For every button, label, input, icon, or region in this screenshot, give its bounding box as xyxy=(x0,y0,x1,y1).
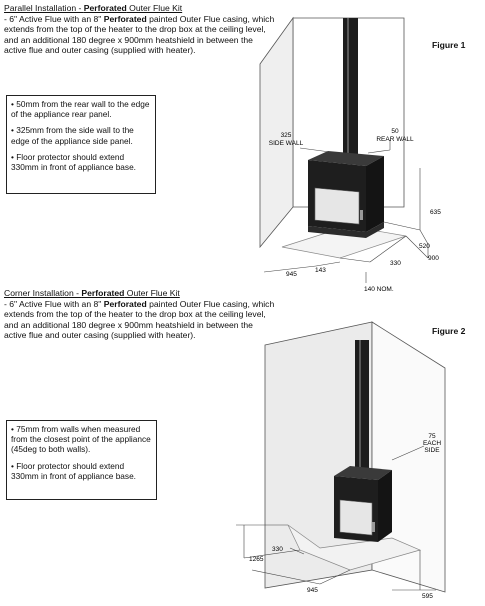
note-item: • 325mm from the side wall to the edge of the appliance side panel. xyxy=(11,125,134,146)
desc-bold: Perforated xyxy=(103,298,147,309)
dim-each-label2: SIDE xyxy=(424,447,440,454)
dim-635: 635 xyxy=(430,209,441,216)
heater-handle xyxy=(360,210,363,220)
title-bold: Perforated xyxy=(83,3,127,13)
desc-text: painted Outer Flue casing, which xyxy=(146,13,275,24)
dim-520: 520 xyxy=(419,243,430,250)
title-suffix: Outer Flue Kit xyxy=(126,3,183,13)
dim-side-wall-value: 325 xyxy=(280,132,292,139)
dim-595: 595 xyxy=(422,593,433,600)
section2-title xyxy=(4,288,304,299)
note-item: • Floor protector should extend 330mm in front of appliance base. xyxy=(11,151,136,173)
dim-330: 330 xyxy=(272,546,283,553)
dim-each-value: 75 xyxy=(428,433,436,440)
desc-bold: Perforated xyxy=(103,13,147,24)
note-item: • Floor protector should extend 330mm in front of appliance base. xyxy=(11,460,136,481)
flue-pipe xyxy=(343,18,358,155)
dim-1265: 1265 xyxy=(249,556,264,563)
figure1-label: Figure 1 xyxy=(432,40,466,50)
figure1-diagram xyxy=(0,0,485,300)
flue-highlight xyxy=(359,340,361,473)
flue-highlight xyxy=(347,18,349,155)
section2-desc-line4: active flue and outer casing (supplied with heater). xyxy=(4,330,196,341)
desc-text: - 6" Active Flue with an 8" xyxy=(4,13,104,24)
dim-side-wall-label: SIDE WALL xyxy=(268,140,304,147)
section1-desc-line4: active flue and outer casing (supplied with heater). xyxy=(4,45,196,56)
title-prefix: Corner Installation - xyxy=(4,288,82,298)
desc-text: - 6" Active Flue with an 8" xyxy=(4,298,104,309)
dim-945: 945 xyxy=(286,271,297,278)
heater-side xyxy=(366,156,384,232)
section1-desc-line3: and an additional 180 degree x 900mm heatshield in between the xyxy=(4,34,253,45)
note-item: • 50mm from the rear wall to the edge of the appliance rear panel. xyxy=(11,99,150,120)
figure2-diagram xyxy=(0,300,485,606)
note-item: • 75mm from walls when measured from the closest point of the appliance (45deg to both walls). xyxy=(11,424,151,455)
dim-nom: 140 NOM. xyxy=(364,286,394,293)
dim-rear-wall-label: REAR WALL xyxy=(376,136,414,143)
desc-text: painted Outer Flue casing, which xyxy=(146,298,275,309)
heater-handle xyxy=(372,522,375,532)
section2-desc-line3: and an additional 180 degree x 900mm heatshield in between the xyxy=(4,319,253,330)
dim-rear-wall-value: 50 xyxy=(391,128,399,135)
flue-pipe xyxy=(355,340,369,473)
section1-desc-line2: extends from the top of the heater to the drop box at the ceiling level, xyxy=(4,24,266,35)
dim-each-label1: EACH xyxy=(422,440,442,447)
heater-glass xyxy=(315,188,359,224)
heater-side xyxy=(378,470,392,542)
figure2-label: Figure 2 xyxy=(432,326,466,336)
heater-glass xyxy=(340,500,372,535)
dim-900: 900 xyxy=(428,255,439,262)
title-bold: Perforated xyxy=(81,288,125,298)
dim-330: 330 xyxy=(390,260,401,267)
dim-143: 143 xyxy=(315,267,326,274)
title-suffix: Outer Flue Kit xyxy=(124,288,180,298)
title-prefix: Parallel Installation - xyxy=(4,3,84,13)
dim-945: 945 xyxy=(307,587,318,594)
section2-desc-line2: extends from the top of the heater to the drop box at the ceiling level, xyxy=(4,309,266,320)
